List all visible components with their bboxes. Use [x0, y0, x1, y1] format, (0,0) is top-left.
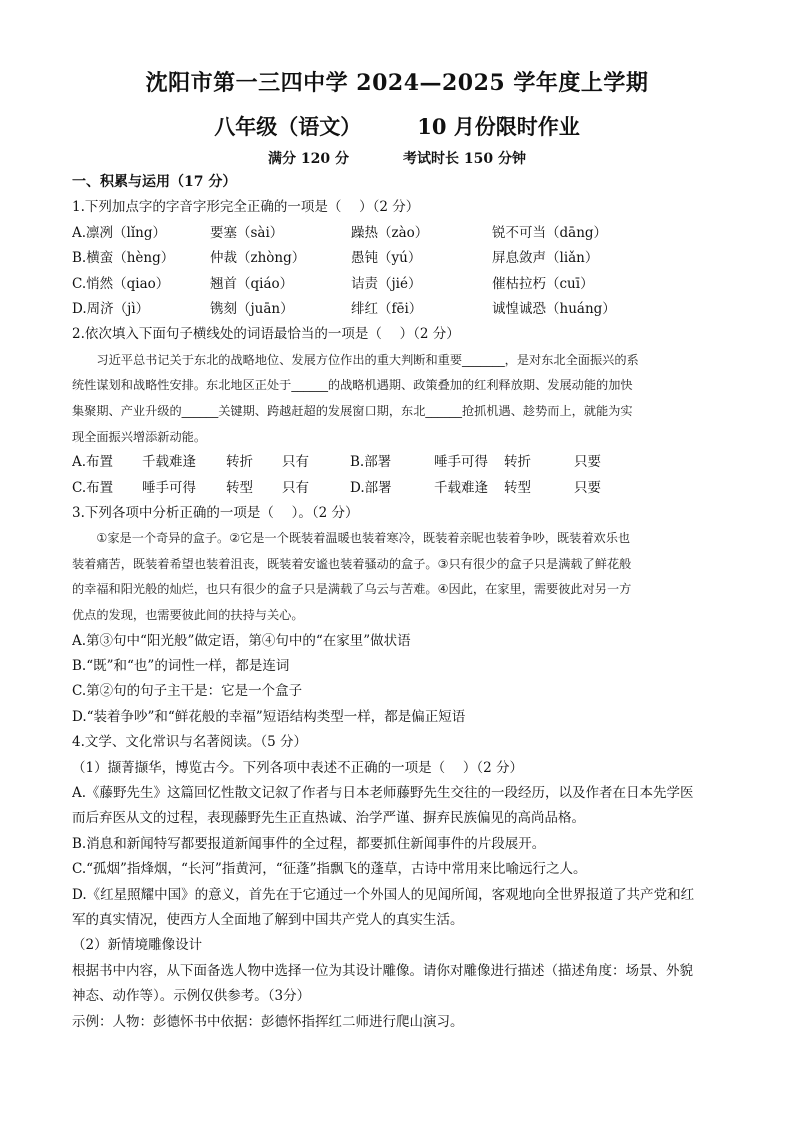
question-4-1-option-a-line1: A.《藤野先生》这篇回忆性散文记叙了作者与日本老师藤野先生交往的一段经历，以及作者在日本先学医: [72, 785, 694, 801]
option-cell: 只要: [574, 454, 601, 471]
question-1-row-c: [72, 272, 722, 297]
question-4-2-stem: （2）新情境雕像设计: [72, 937, 203, 954]
option-cell: 千载难逢: [142, 454, 196, 471]
option-cell: 催枯拉朽（cuī）: [492, 275, 594, 292]
exam-duration: 考试时长 150 分钟: [403, 151, 526, 167]
option-cell: A.布置: [72, 454, 114, 471]
option-cell: 唾手可得: [142, 479, 196, 496]
question-3-passage: [72, 526, 722, 628]
question-3-option-a: A.第③句中“阳光般”做定语，第④句中的“在家里”做状语: [72, 632, 411, 649]
exam-meta: [0, 148, 794, 168]
passage-line: 现全面振兴增添新动能。: [72, 429, 207, 444]
question-3-option-d: D.“装着争吵”和“鲜花般的幸福”短语结构类型一样，都是偏正短语: [72, 708, 466, 725]
option-cell: 转型: [504, 479, 531, 496]
option-cell: 唾手可得: [434, 454, 488, 471]
option-cell: D.周济（jì）: [72, 300, 150, 317]
option-cell: 锐不可当（dāng）: [492, 224, 608, 241]
option-cell: 诚惶诚恐（huáng）: [492, 300, 616, 317]
option-cell: 绯红（fēi）: [351, 300, 423, 317]
question-4-2-desc-line1: 根据书中内容，从下面备选人物中选择一位为其设计雕像。请你对雕像进行描述（描述角度：场景、外貌: [72, 962, 693, 979]
option-cell: 屏息敛声（liǎn）: [492, 250, 599, 267]
option-cell: 转折: [504, 454, 531, 471]
option-cell: C.悄然（qiao）: [72, 275, 170, 292]
option-cell: 只有: [282, 454, 309, 471]
question-3-option-c: C.第②句的句子主干是：它是一个盒子: [72, 683, 303, 700]
passage-line: 习近平总书记关于东北的战略地位、发展方位作出的重大判断和重要_______，是对东北全面振兴的系: [96, 352, 639, 367]
question-4-2-desc-line2: 神态、动作等）。示例仅供参考。（3分）: [72, 988, 311, 1005]
question-4-1-option-b: B.消息和新闻特写都要报道新闻事件的全过程，都要抓住新闻事件的片段展开。: [72, 835, 546, 852]
question-4-2-example: 示例：人物：彭德怀书中依据：彭德怀指挥红二师进行爬山演习。: [72, 1013, 464, 1030]
option-cell: 只有: [282, 479, 309, 496]
option-cell: 仲裁（zhòng）: [210, 250, 306, 267]
section-heading: 一、积累与运用（17 分）: [72, 174, 237, 190]
question-1-stem: 1.下列加点字的字音字形完全正确的一项是（ ）（2 分）: [72, 199, 420, 216]
exam-title: 沈阳市第一三四中学 2024—2025 学年度上学期: [145, 70, 649, 96]
question-4-stem: 4.文学、文化常识与名著阅读。（5 分）: [72, 734, 308, 751]
question-1-row-a: [72, 221, 722, 246]
full-score: 满分 120 分: [268, 151, 349, 167]
question-2-stem: 2.依次填入下面句子横线处的词语最恰当的一项是（ ）（2 分）: [72, 326, 460, 343]
question-4-1-option-a-line2: 而后弃医从文的过程，表现藤野先生正直热诚、治学严谨、摒弃民族偏见的高尚品格。: [72, 810, 585, 827]
question-4-1-option-d-line2: 军的真实情况，使西方人全面地了解到中国共产党人的真实生活。: [72, 911, 464, 928]
question-2-options-cd: [72, 476, 722, 501]
question-3-stem: 3.下列各项中分析正确的一项是（ ）。（2 分）: [72, 504, 359, 521]
question-4-1-stem: （1）撷菁撷华，博览古今。下列各项中表述不正确的一项是（ ）（2 分）: [72, 759, 524, 776]
option-cell: 躁热（zào）: [351, 224, 429, 241]
option-cell: 镌刻（juān）: [210, 300, 294, 317]
question-4-1-option-d-line1: D.《红星照耀中国》的意义，首先在于它通过一个外国人的见闻所闻，客观地向全世界报道了共产党和红: [72, 886, 695, 903]
passage-line: 统性谋划和战略性安排。东北地区正处于______的战略机遇期、政策叠加的红利释放期、发展动能的加快: [72, 378, 633, 393]
option-cell: 只要: [574, 479, 601, 496]
option-cell: 千载难逢: [434, 479, 488, 496]
option-cell: 转型: [226, 479, 253, 496]
passage-line: ①家是一个奇异的盒子。②它是一个既装着温暖也装着寒冷，既装着亲昵也装着争吵，既装着欢乐也: [96, 531, 631, 546]
option-cell: A.凛冽（lǐng）: [72, 224, 167, 241]
option-cell: C.布置: [72, 479, 114, 496]
passage-line: 装着痛苦，既装着希望也装着沮丧，既装着安谧也装着骚动的盒子。③只有很少的盒子只是满载了鲜花般: [72, 556, 632, 571]
question-3-option-b: B.“既”和“也”的词性一样，都是连词: [72, 658, 290, 675]
question-1-row-d: [72, 297, 722, 322]
option-cell: 愚钝（yú）: [351, 250, 422, 267]
exam-subtitle: [0, 111, 794, 141]
question-4-1-option-c: C.“孤烟”指烽烟，“长河”指黄河，“征蓬”指飘飞的蓬草，古诗中常用来比喻远行之人。: [72, 861, 587, 878]
assignment-name: 10 月份限时作业: [417, 114, 580, 139]
grade-subject: 八年级（语文）: [214, 114, 362, 139]
passage-line: 的幸福和阳光般的灿烂，也只有很少的盒子只是满载了乌云与苦难。④因此，在家里，需要彼此对另一方: [72, 582, 632, 597]
option-cell: B.部署: [350, 454, 392, 471]
option-cell: 要塞（sài）: [210, 224, 284, 241]
question-1-row-b: [72, 246, 722, 271]
exam-content: [72, 170, 722, 1035]
question-2-options-ab: [72, 450, 722, 475]
option-cell: 翘首（qiáo）: [210, 275, 294, 292]
option-cell: B.横蛮（hèng）: [72, 250, 175, 267]
option-cell: 转折: [226, 454, 253, 471]
passage-line: 集聚期、产业升级的______关键期、跨越赶超的发展窗口期，东北______抢抓机遇、趁势而上，就能为实: [72, 403, 633, 418]
option-cell: 诘责（jié）: [351, 275, 422, 292]
option-cell: D.部署: [350, 479, 392, 496]
passage-line: 优点的发现，也需要彼此间的扶持与关心。: [72, 608, 304, 623]
question-2-passage: [72, 348, 722, 450]
